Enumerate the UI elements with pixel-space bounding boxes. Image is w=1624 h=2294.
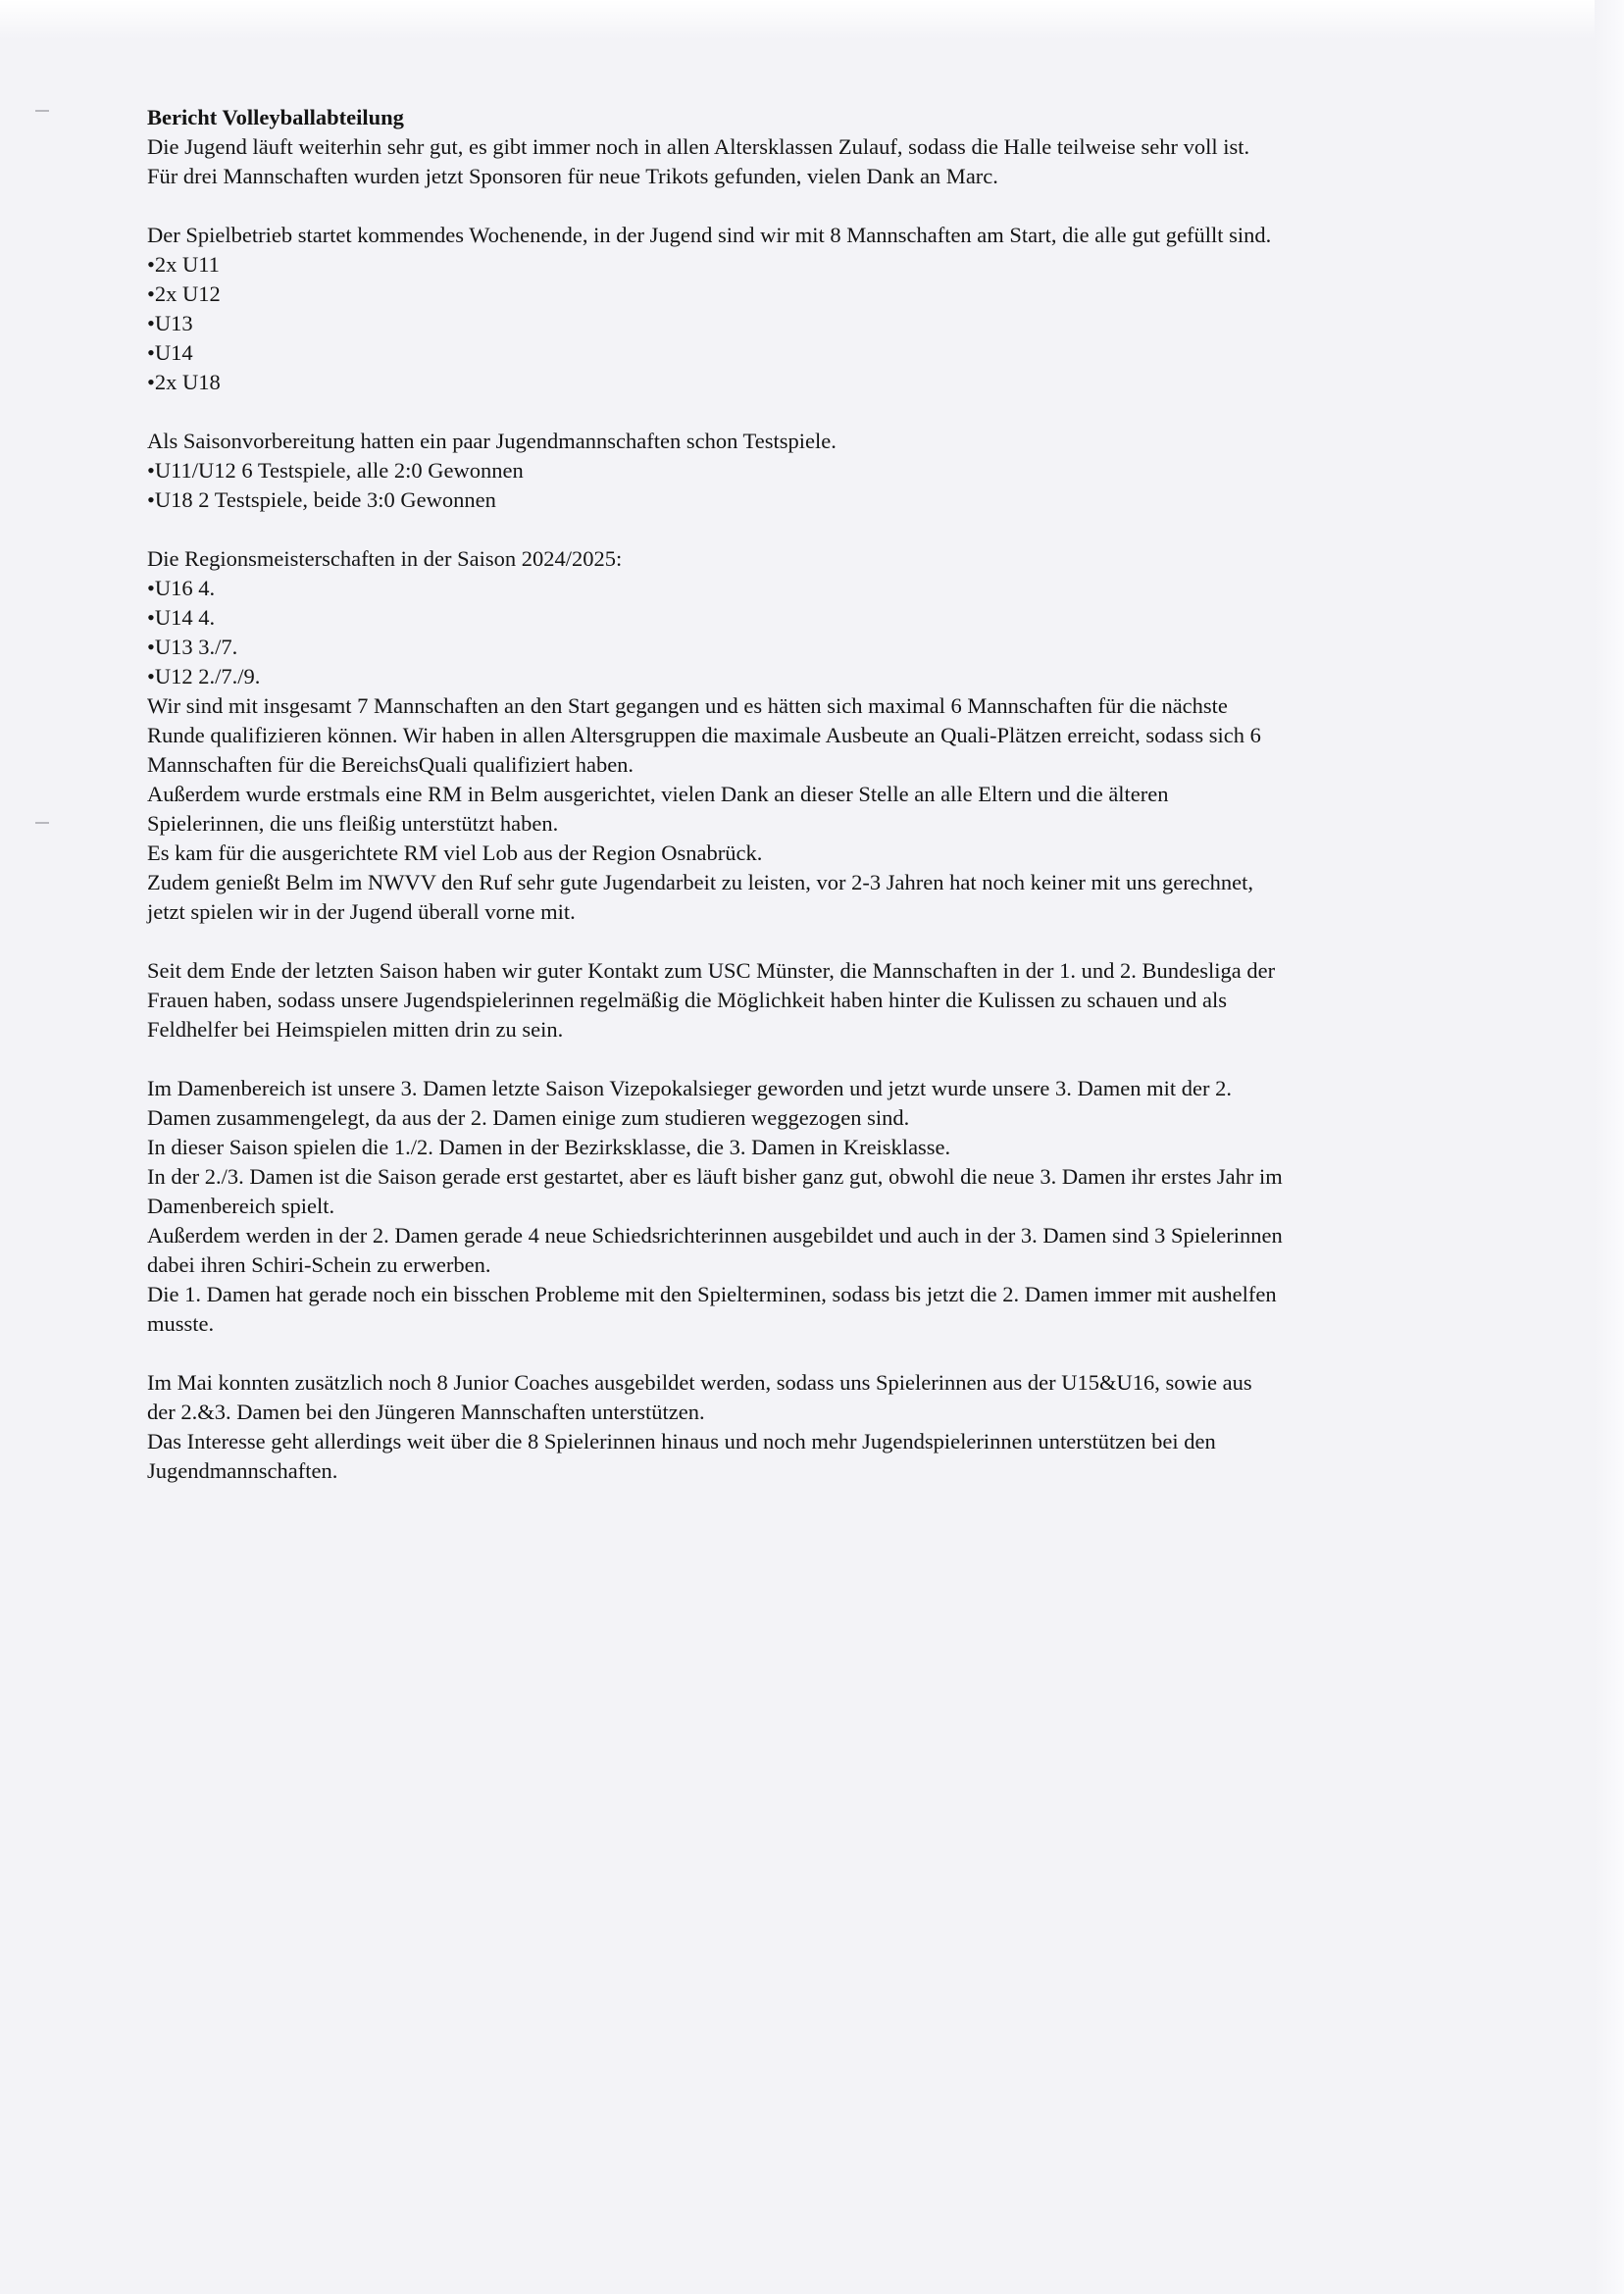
text-line: Als Saisonvorbereitung hatten ein paar Jugendmannschaften schon Testspiele.	[147, 429, 837, 453]
scan-edge-top	[0, 0, 1624, 39]
document-body	[147, 103, 1481, 1486]
text-line: Der Spielbetrieb startet kommendes Wochenende, in der Jugend sind wir mit 8 Mannschaften am Start, die alle gut gefüllt sind.	[147, 223, 1272, 247]
paragraph-gap	[147, 191, 1481, 221]
text-line: Im Damenbereich ist unsere 3. Damen letzte Saison Vizepokalsieger geworden und jetzt wurde unsere 3. Damen mit der 2.	[147, 1076, 1232, 1100]
text-line: Die 1. Damen hat gerade noch ein bisschen Probleme mit den Spielterminen, sodass bis jetzt die 2. Damen immer mit aushelfen	[147, 1282, 1277, 1306]
text-line: Frauen haben, sodass unsere Jugendspielerinnen regelmäßig die Möglichkeit haben hinter die Kulissen zu schauen und als	[147, 988, 1227, 1012]
text-line: Jugendmannschaften.	[147, 1458, 338, 1483]
paragraph	[147, 132, 1481, 191]
text-line: Die Regionsmeisterschaften in der Saison 2024/2025:	[147, 546, 623, 571]
text-line: Das Interesse geht allerdings weit über die 8 Spielerinnen hinaus und noch mehr Jugendspielerinnen unterstützen bei den	[147, 1429, 1216, 1453]
text-line: Es kam für die ausgerichtete RM viel Lob aus der Region Osnabrück.	[147, 841, 763, 865]
document-paragraphs	[147, 132, 1481, 1486]
text-line: Feldhelfer bei Heimspielen mitten drin zu sein.	[147, 1017, 564, 1042]
bullet-item: •2x U11	[147, 252, 220, 277]
bullet-item: •U13	[147, 311, 193, 335]
paragraph	[147, 1074, 1481, 1339]
paragraph	[147, 1368, 1481, 1486]
text-line: Im Mai konnten zusätzlich noch 8 Junior Coaches ausgebildet werden, sodass uns Spielerinnen aus der U15&U16, sowie aus	[147, 1370, 1252, 1395]
paragraph-gap	[147, 515, 1481, 544]
text-line: Damenbereich spielt.	[147, 1194, 335, 1218]
text-line: Zudem genießt Belm im NWVV den Ruf sehr gute Jugendarbeit zu leisten, vor 2-3 Jahren hat noch keiner mit uns gerechnet,	[147, 870, 1254, 894]
paragraph-gap	[147, 1339, 1481, 1368]
text-line: Außerdem wurde erstmals eine RM in Belm ausgerichtet, vielen Dank an dieser Stelle an alle Eltern und die älteren	[147, 782, 1169, 806]
text-line: dabei ihren Schiri-Schein zu erwerben.	[147, 1252, 491, 1277]
text-line: Außerdem werden in der 2. Damen gerade 4 neue Schiedsrichterinnen ausgebildet und auch in der 3. Damen sind 3 Spielerinnen	[147, 1223, 1283, 1248]
bullet-item: •2x U12	[147, 281, 221, 306]
bullet-item: •2x U18	[147, 370, 221, 394]
bullet-item: •U13 3./7.	[147, 635, 238, 659]
text-line: Spielerinnen, die uns fleißig unterstützt haben.	[147, 811, 559, 836]
paragraph-gap	[147, 927, 1481, 956]
paragraph	[147, 427, 1481, 515]
paragraph	[147, 221, 1481, 397]
text-line: Runde qualifizieren können. Wir haben in allen Altersgruppen die maximale Ausbeute an Quali-Plätzen erreicht, sodass sich 6	[147, 723, 1261, 747]
bullet-item: •U16 4.	[147, 576, 216, 600]
paragraph-gap	[147, 1045, 1481, 1074]
bullet-item: •U12 2./7./9.	[147, 664, 261, 688]
text-line: Mannschaften für die BereichsQuali qualifiziert haben.	[147, 752, 634, 777]
text-line: Damen zusammengelegt, da aus der 2. Damen einige zum studieren weggezogen sind.	[147, 1105, 910, 1130]
bullet-item: •U14	[147, 340, 193, 365]
paragraph-gap	[147, 397, 1481, 427]
text-line: In dieser Saison spielen die 1./2. Damen in der Bezirksklasse, die 3. Damen in Kreisklasse.	[147, 1135, 951, 1159]
punch-hole-mark-top	[35, 110, 49, 112]
text-line: jetzt spielen wir in der Jugend überall vorne mit.	[147, 899, 576, 924]
scan-edge-right	[1595, 0, 1624, 2294]
punch-hole-mark-bottom	[35, 822, 49, 824]
text-line: Wir sind mit insgesamt 7 Mannschaften an den Start gegangen und es hätten sich maximal 6 Mannschaften für die nächste	[147, 693, 1228, 718]
bullet-item: •U18 2 Testspiele, beide 3:0 Gewonnen	[147, 487, 496, 512]
text-line: Seit dem Ende der letzten Saison haben wir guter Kontakt zum USC Münster, die Mannschaften in der 1. und 2. Bundesliga der	[147, 958, 1276, 983]
bullet-item: •U14 4.	[147, 605, 216, 630]
text-line: musste.	[147, 1311, 215, 1336]
paragraph	[147, 544, 1481, 927]
paragraph	[147, 956, 1481, 1045]
bullet-item: •U11/U12 6 Testspiele, alle 2:0 Gewonnen	[147, 458, 524, 483]
text-line: Für drei Mannschaften wurden jetzt Sponsoren für neue Trikots gefunden, vielen Dank an Marc.	[147, 164, 998, 188]
document-title: Bericht Volleyballabteilung	[147, 105, 404, 129]
text-line: In der 2./3. Damen ist die Saison gerade erst gestartet, aber es läuft bisher ganz gut, obwohl die neue 3. Damen ihr erstes Jahr im	[147, 1164, 1283, 1189]
text-line: der 2.&3. Damen bei den Jüngeren Mannschaften unterstützen.	[147, 1400, 705, 1424]
text-line: Die Jugend läuft weiterhin sehr gut, es gibt immer noch in allen Altersklassen Zulauf, sodass die Halle teilweise sehr voll ist.	[147, 134, 1250, 159]
